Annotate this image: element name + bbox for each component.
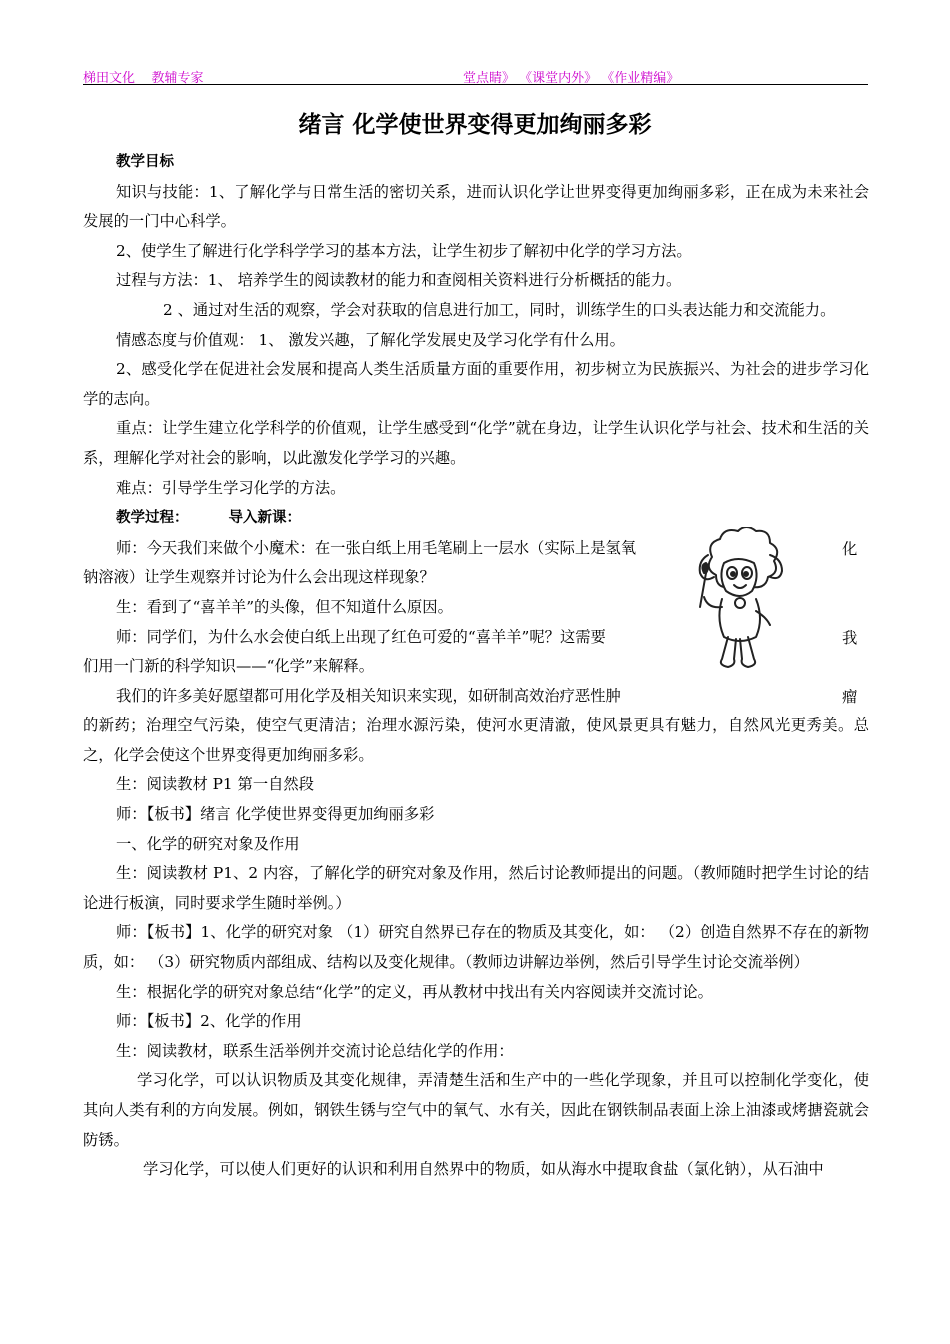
paragraph-definition: 生：根据化学的研究对象总结“化学”的定义，再从教材中找出有关内容阅读并交流讨论。 (116, 982, 713, 1001)
section-heading-1: 一、化学的研究对象及作用 (116, 834, 300, 853)
paragraph-board-role: 师：【板书】2、化学的作用 (116, 1012, 302, 1031)
paragraph-board-object: 师：【板书】1、化学的研究对象 （1）研究自然界已存在的物质及其变化，如： （2）创造自然界不存在的新物质，如： （3）研究物质内部组成、结构以及变化规律。（教师边讲解边举例，然后引导学生讨论交流举例） (83, 923, 869, 972)
paragraph-role-1: 学习化学，可以认识物质及其变化规律，弄清楚生活和生产中的一些化学现象，并且可以控制化学变化，使其向人类有利的方向发展。例如，钢铁生锈与空气中的氧气、水有关，因此在钢铁制品表面上涂上油漆或烤搪瓷就会防锈。 (83, 1071, 869, 1149)
paragraph-teacher-2a: 师：同学们，为什么水会使白纸上出现了红色可爱的“喜羊羊”呢？这需要 (116, 627, 606, 646)
paragraph-emotion-1: 情感态度与价值观： 1、 激发兴趣，了解化学发展史及学习化学有什么用。 (116, 330, 625, 349)
paragraph-teacher-1c: 钠溶液）让学生观察并讨论为什么会出现这样现象？ (83, 568, 435, 587)
paragraph-knowledge-1: 知识与技能：1、了解化学与日常生活的密切关系，进而认识化学让世界变得更加绚丽多彩，正在成为未来社会发展的一门中心科学。 (83, 182, 869, 231)
paragraph-method-1: 过程与方法：1、 培养学生的阅读教材的能力和查阅相关资料进行分析概括的能力。 (116, 271, 682, 290)
paragraph-read-p1: 生：阅读教材 P1 第一自然段 (116, 775, 315, 794)
intro-label: 导入新课： (228, 510, 301, 527)
paragraph-emotion-2: 2、感受化学在促进社会发展和提高人类生活质量方面的重要作用，初步树立为民族振兴、为社会的进步学习化学的志向。 (83, 360, 869, 408)
paragraph-discuss-role: 生：阅读教材，联系生活举例并交流讨论总结化学的作用： (116, 1041, 514, 1060)
paragraph-board-title: 师：【板书】绪言 化学使世界变得更加绚丽多彩 (116, 805, 435, 824)
objectives-heading: 教学目标 (116, 154, 174, 170)
xiyangyang-cartoon-image (690, 527, 790, 673)
paragraph-key-point: 重点：让学生建立化学科学的价值观，让学生感受到“化学”就在身边，让学生认识化学与社会、技术和生活的关系，理解化学对社会的影响，以此激发化学学习的兴趣。 (83, 419, 869, 467)
wrap-char-liu: 瘤 (842, 688, 858, 706)
header-right: 堂点睛》 《课堂内外》 《作业精编》 (463, 71, 680, 86)
process-label: 教学过程： (116, 510, 189, 527)
paragraph-method-2: 2 、通过对生活的观察，学会对获取的信息进行加工，同时，训练学生的口头表达能力和交流能力。 (163, 300, 836, 319)
wrap-char-wo: 我 (842, 629, 858, 647)
paragraph-teacher-3c: 的新药；治理空气污染，使空气更清洁；治理水源污染，使河水更清澈，使风景更具有魅力，自然风光更秀美。总之，化学会使这个世界变得更加绚丽多彩。 (83, 716, 869, 764)
paragraph-teacher-3a: 我们的许多美好愿望都可用化学及相关知识来实现，如研制高效治疗恶性肿 (116, 686, 621, 705)
header-left: 梯田文化 教辅专家 (83, 71, 204, 86)
paragraph-student-1: 生：看到了“喜羊羊”的头像，但不知道什么原因。 (116, 597, 453, 616)
paragraph-teacher-1a: 师：今天我们来做个小魔术：在一张白纸上用毛笔刷上一层水（实际上是氢氧 (116, 538, 637, 557)
paragraph-role-2: 学习化学，可以使人们更好的认识和利用自然界中的物质，如从海水中提取食盐（氯化钠），从石油中 (143, 1160, 824, 1179)
page-title: 绪言 化学使世界变得更加绚丽多彩 (298, 112, 652, 138)
paragraph-difficulty: 难点：引导学生学习化学的方法。 (116, 478, 346, 497)
paragraph-knowledge-2: 2、使学生了解进行化学科学学习的基本方法，让学生初步了解初中化学的学习方法。 (116, 241, 692, 260)
paragraph-read-p12: 生：阅读教材 P1、2 内容，了解化学的研究对象及作用，然后讨论教师提出的问题。（教师随时把学生讨论的结论进行板演，同时要求学生随时举例。） (83, 864, 869, 912)
paragraph-teacher-2c: 们用一门新的科学知识——“化学”来解释。 (83, 657, 374, 676)
wrap-char-hua: 化 (842, 540, 858, 558)
running-header (83, 64, 868, 85)
